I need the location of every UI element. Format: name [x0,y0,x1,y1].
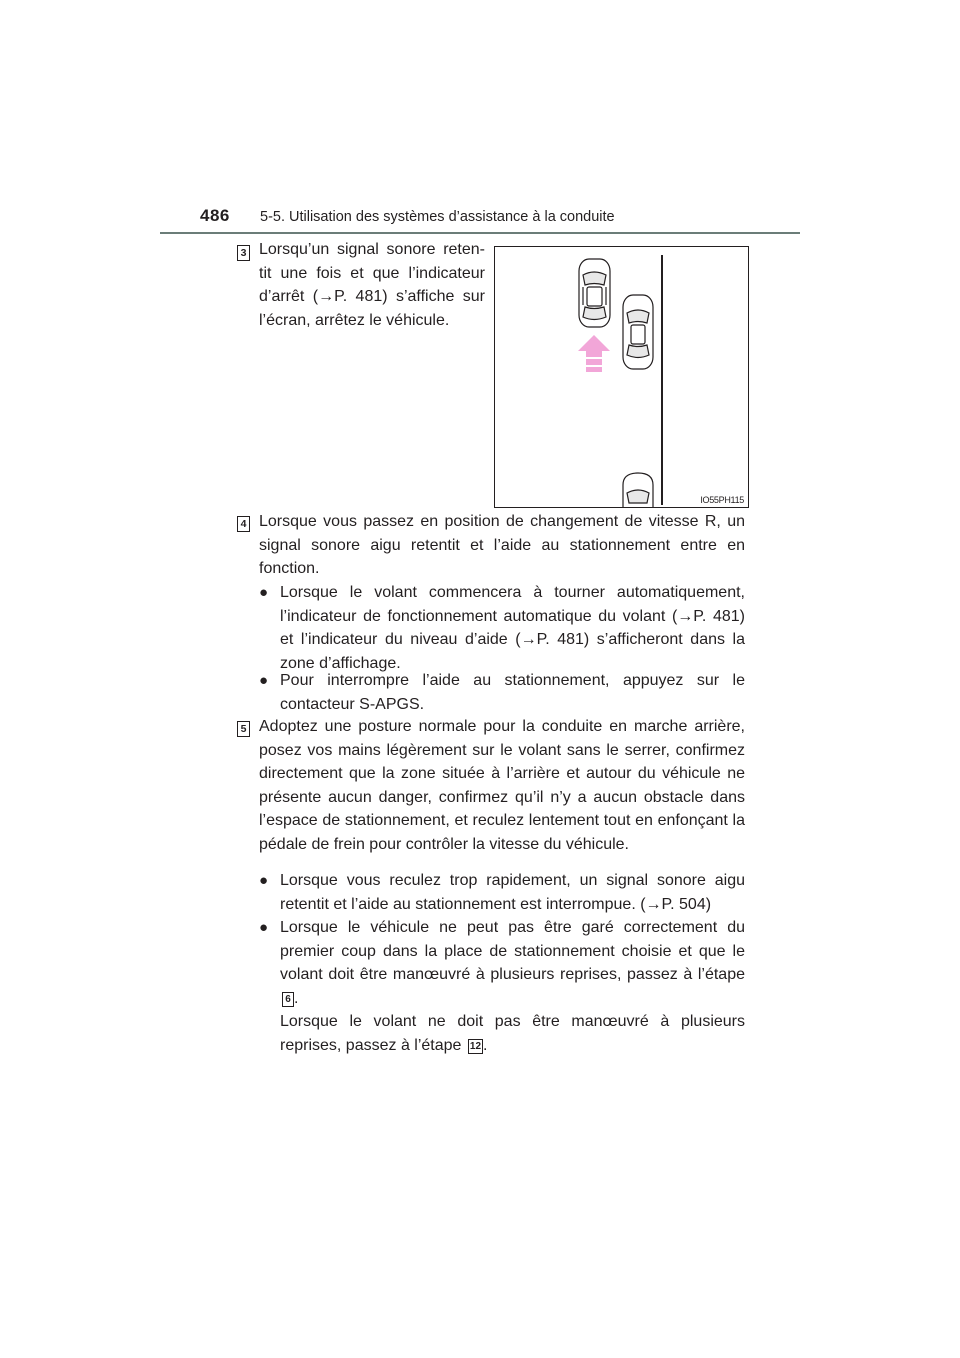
bullet-text-part: Lorsque le volant ne doit pas être manœuvré à plusieurs reprises, passez à l’étape [280,1013,745,1054]
step-ref-badge-6: 6 [282,992,294,1007]
section-title: 5-5. Utilisation des systèmes d’assistance à la conduite [260,209,615,225]
header-divider [160,232,800,234]
parking-diagram [495,247,748,507]
bullet-text: Pour interrompre l’aide au stationnement, appuyez sur le contacteur S-APGS. [280,672,745,713]
parking-illustration [494,246,749,508]
figure-code: IO55PH115 [700,495,744,505]
step-3-text: Lorsqu’un signal sonore reten- tit une fois et que l’indicateur d’arrêt (→P. 481) s’affiche sur l’écran, arrêtez le véhicule. [259,241,485,329]
step-ref-badge-12: 12 [469,1040,482,1052]
bullet-text [280,916,745,1057]
rear-car-icon [623,473,653,507]
forward-arrow-icon [578,335,610,372]
bullet-dot-icon: ● [259,672,269,689]
bullet-dot-icon: ● [259,919,269,936]
bullet-text-part: . [483,1036,488,1054]
bullet-text: Lorsque le volant commencera à tourner automatiquement, l’indicateur de fonctionnement automatique du volant (→P. 481) et l’indicateur du niveau d’aide (→P. 481) s’afficheront dans la zone d’affichage. [280,584,745,672]
page-number: 486 [200,206,230,225]
step-badge-4: 4 [237,516,250,532]
bullet-text-part: . [294,989,299,1007]
step-5-text: Adoptez une posture normale pour la conduite en marche arrière, posez vos mains légèrement sur le volant sans le serrer, confirmez directement que la zone située à l’arrière et autour du véhicule ne présente aucun danger, confirmez qu’il n’y a aucun obstacle dans l’espace de stationnement, et reculez lentement tout en enfonçant la pédale de frein pour contrôler la vitesse du véhicule. [259,718,745,853]
bullet-dot-icon: ● [259,584,269,601]
bullet-dot-icon: ● [259,872,269,889]
bullet-text: Lorsque vous reculez trop rapidement, un signal sonore aigu retentit et l’aide au stationnement est interrompue. (→P. 504) [280,872,745,913]
step-badge-5: 5 [237,721,250,737]
page-header [160,200,800,236]
moving-car-icon [579,259,610,327]
step-4-text: Lorsque vous passez en position de changement de vitesse R, un signal sonore aigu retentit et l’aide au stationnement entre en fonction. [259,513,745,577]
parked-car-icon [623,295,653,369]
bullet-text-part: Lorsque le véhicule ne peut pas être garé correctement du premier coup dans la place de stationnement choisie et que le volant doit être manœuvré à plusieurs reprises, passez à l’étape [280,919,745,983]
step-badge-3: 3 [237,245,250,261]
